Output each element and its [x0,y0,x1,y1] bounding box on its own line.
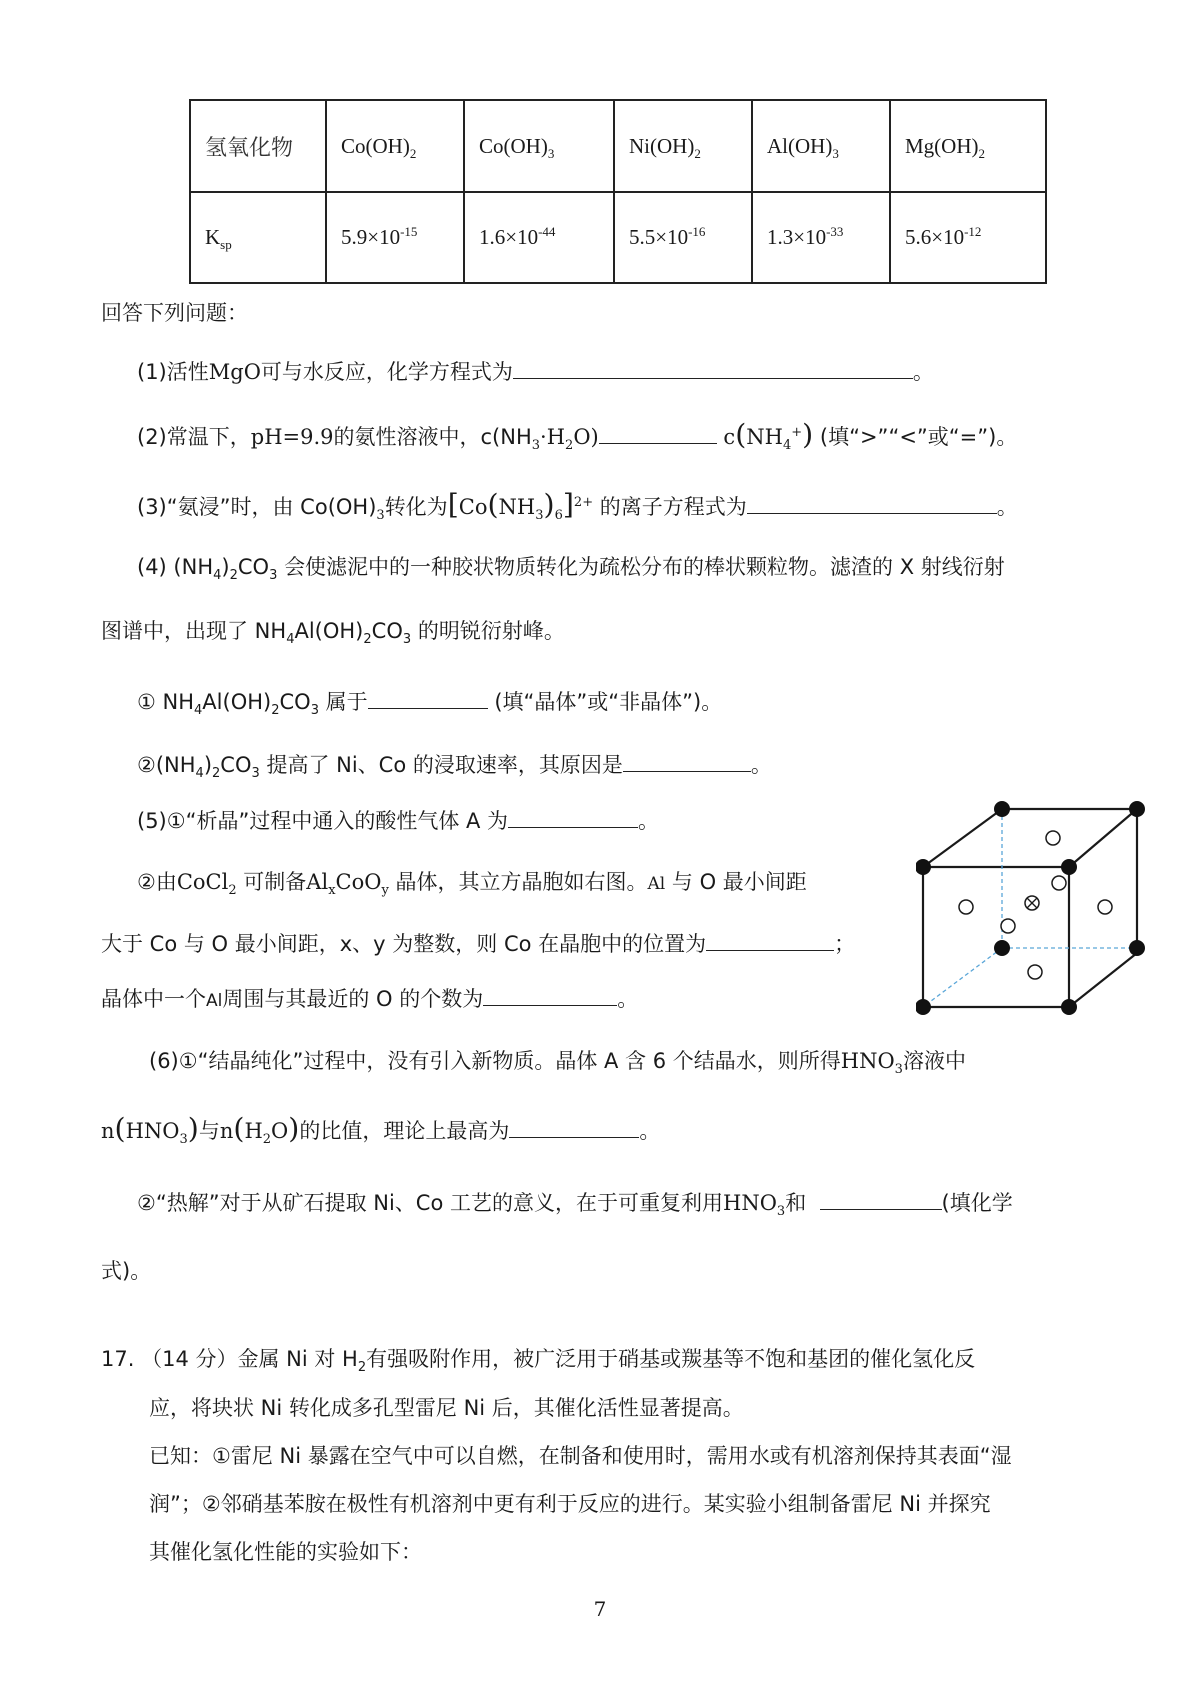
answer-blank[interactable] [483,983,617,1006]
answer-blank[interactable] [509,1115,639,1138]
answer-blank[interactable] [513,356,913,379]
unit-cell-figure [916,795,1156,1020]
question-6-line-4: 式)。 [101,1259,152,1283]
question-17-line-1: 17. （14 分）金属 Ni 对 $H_2$有强吸附作用，被广泛用于硝基或羰基等不饱和基团的催化氢化反 [101,1347,976,1376]
question-5-part-1: (5)①“析晶”过程中通入的酸性气体 A 为 。 [137,805,659,836]
value-cell: $1.3\times 10^{-33}$ [752,192,890,283]
question-4-line-2: 图谱中，出现了 $NH_4Al(OH)_2CO_3$ 的明锐衍射峰。 [101,619,565,648]
question-5-part-2: ②由CoCl$_2$ 可制备$Al_xCoO_y$ 晶体，其立方晶胞如右图。Al 与 O 最小间距 [137,870,807,899]
answer-blank[interactable] [623,749,751,772]
value-cell: $1.6\times 10^{-44}$ [464,192,614,283]
page-number: 7 [593,1597,607,1621]
question-4-part-2: $②(NH_4)_2CO_3$ 提高了 Ni、Co 的浸取速率，其原因是 。 [137,749,772,780]
question-6-line-2: $n(HNO_3)$与$n(H_2O)$的比值，理论上最高为 。 [101,1112,661,1148]
ksp-table [189,99,1047,284]
question-4-line-1: (4) $(NH_4)_2CO_3$ 会使滤泥中的一种胶状物质转化为疏松分布的棒状颗粒物。滤渣的 X 射线衍射 [137,555,1005,584]
table-row [190,192,1046,283]
question-5-line-3: 大于 Co 与 O 最小间距，x、y 为整数，则 Co 在晶胞中的位置为 ； [101,928,855,959]
intro-text: 回答下列问题： [101,301,248,325]
question-6-line-1: (6)①“结晶纯化”过程中，没有引入新物质。晶体 A 含 6 个结晶水，则所得$HNO_3$溶液中 [149,1049,966,1078]
answer-blank[interactable] [706,928,834,951]
question-17-line-3: 已知：①雷尼 Ni 暴露在空气中可以自燃，在制备和使用时，需用水或有机溶剂保持其表面“湿 [149,1444,1012,1468]
header-cell: 氢氧化物 [190,100,326,192]
header-cell: $Ni(OH)_2$ [614,100,752,192]
header-cell: $Co(OH)_3$ [464,100,614,192]
question-6-line-3: ②“热解”对于从矿石提取 Ni、Co 工艺的意义，在于可重复利用$HNO_3$和 (填化学 [137,1187,1013,1218]
value-cell: $5.9\times 10^{-15}$ [326,192,464,283]
question-4-part-1: ① $NH_4Al(OH)_2CO_3$ 属于 (填“晶体”或“非晶体”)。 [137,686,722,717]
question-17-line-4: 润”；②邻硝基苯胺在极性有机溶剂中更有利于反应的进行。某实验小组制备雷尼 Ni 并探究 [149,1492,991,1516]
question-17-line-2: 应，将块状 Ni 转化成多孔型雷尼 Ni 后，其催化活性显著提高。 [149,1396,744,1420]
value-cell: $5.5\times 10^{-16}$ [614,192,752,283]
header-cell: $Co(OH)_2$ [326,100,464,192]
answer-blank[interactable] [747,491,997,514]
question-2: (2)常温下，pH=9.9的氨性溶液中，$c(NH_3\cdot H_2O)$ $c(NH_4^+)$ (填“>”“<”或“=”)。 [137,418,1018,454]
question-5-line-4: 晶体中一个Al周围与其最近的 O 的个数为 。 [101,983,638,1016]
answer-blank[interactable] [368,686,488,709]
row-label-cell: $K_{sp}$ [190,192,326,283]
header-cell: $Mg(OH)_2$ [890,100,1046,192]
table-header-row [190,100,1046,192]
value-cell: $5.6\times 10^{-12}$ [890,192,1046,283]
header-cell: $Al(OH)_3$ [752,100,890,192]
question-1: (1)活性MgO可与水反应，化学方程式为 。 [137,356,934,387]
body-center-atom [1025,896,1039,910]
question-3: (3)“氨浸”时，由 $Co(OH)_3$转化为$[Co(NH_3)_6]^{2+}$ 的离子方程式为 。 [137,488,1018,524]
question-17-line-5: 其催化氢化性能的实验如下： [149,1540,422,1564]
answer-blank[interactable] [508,805,638,828]
answer-blank[interactable] [599,421,717,444]
answer-blank[interactable] [820,1187,942,1210]
